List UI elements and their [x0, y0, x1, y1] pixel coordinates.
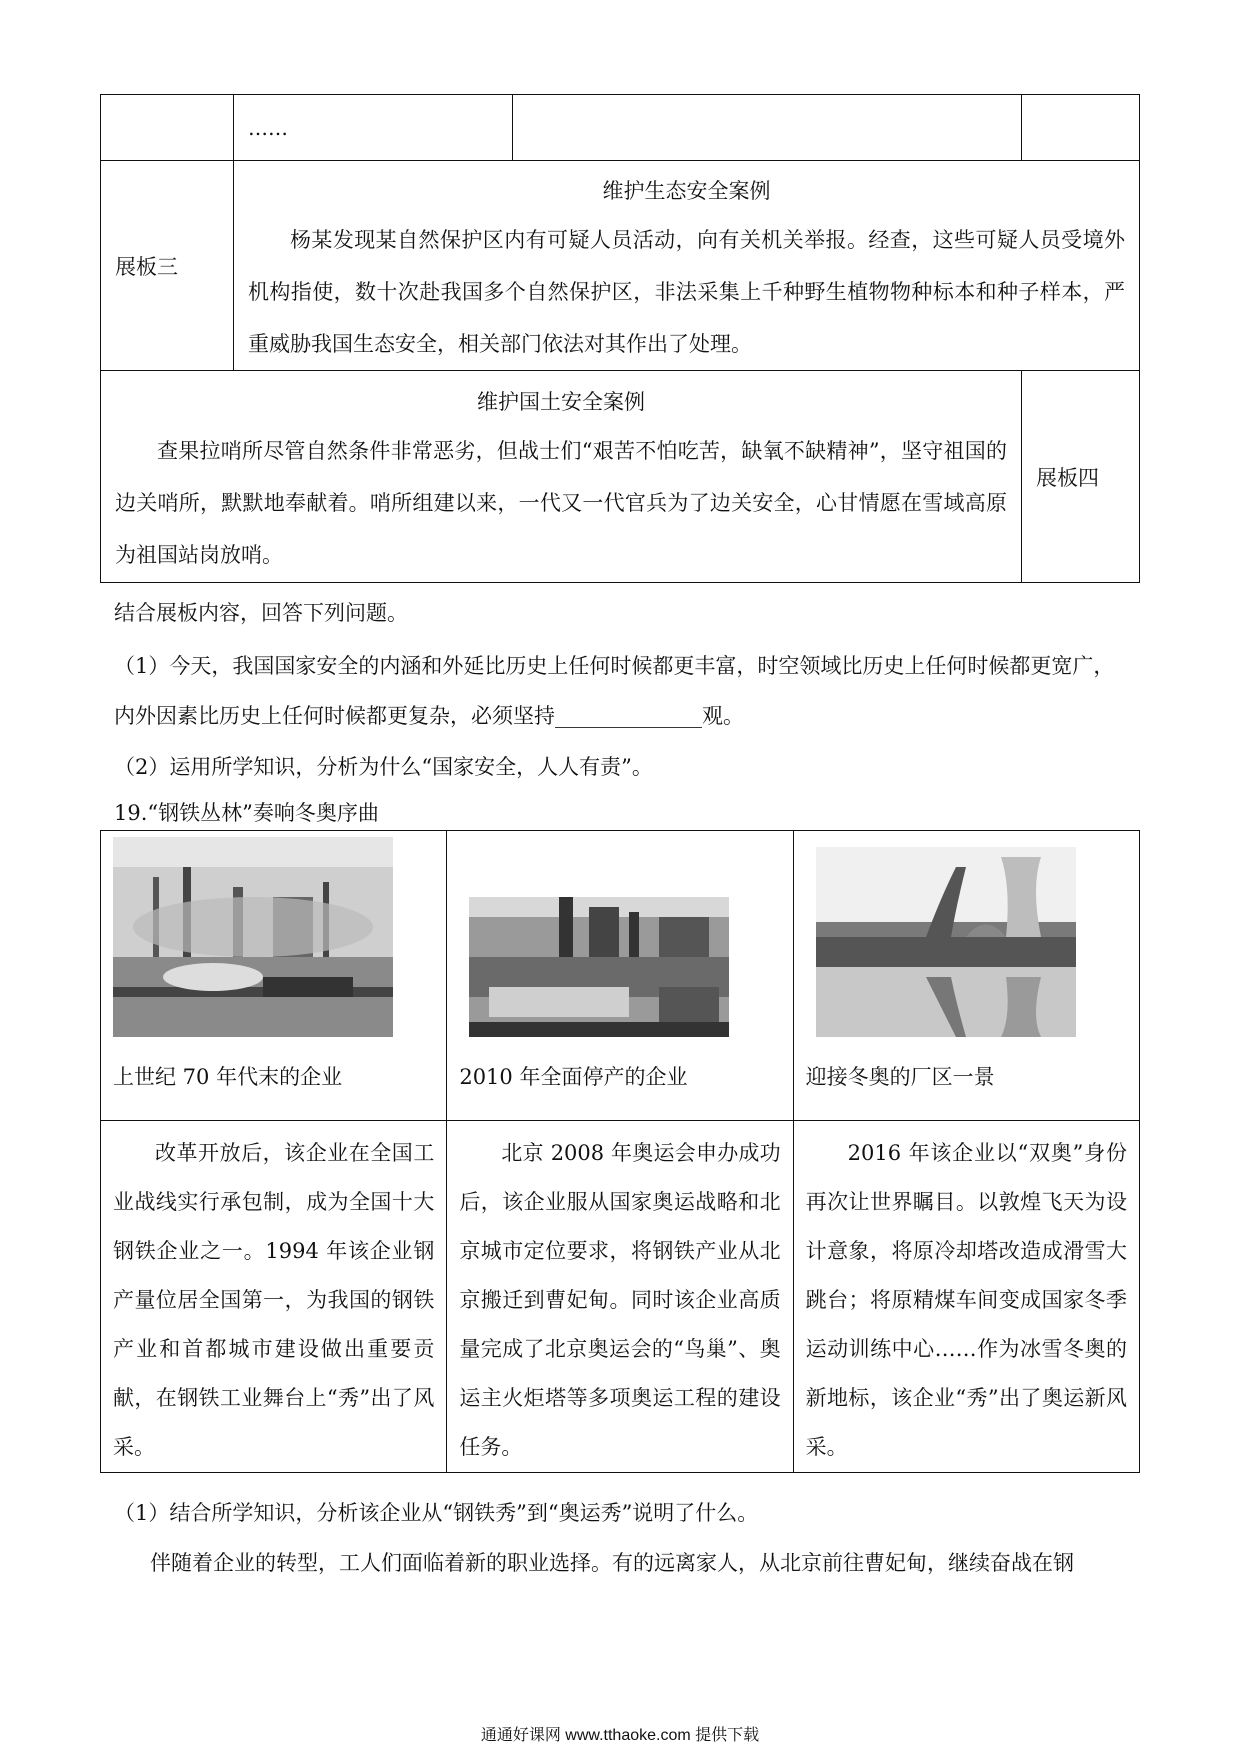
answer-blank: ______________: [555, 704, 702, 728]
panel-4-title: 维护国土安全案例: [477, 389, 645, 414]
column-text-1: 改革开放后，该企业在全国工业战线实行承包制，成为全国十大钢铁企业之一。1994 年该企业钢产量位居全国第一，为我国的钢铁产业和首都城市建设做出重要贡献，在钢铁工业舞台上“秀”出了风采。: [113, 1141, 435, 1459]
empty-cell: [513, 95, 1022, 161]
question-1-line-a: （1）今天，我国国家安全的内涵和外延比历史上任何时候都更丰富，时空领域比历史上任何时候都更宽广，: [114, 654, 1115, 678]
photo-caption-3: 迎接冬奥的厂区一景: [805, 1065, 995, 1089]
photo-caption-2: 2010 年全面停产的企业: [459, 1065, 688, 1089]
steel-plant-1970s-photo: [113, 837, 434, 1037]
panel-3-body: 杨某发现某自然保护区内有可疑人员活动，向有关机关举报。经查，这些可疑人员受境外机构指使，数十次赴我国多个自然保护区，非法采集上千种野生植物物种标本和种子样本，严重威胁我国生态安全，相关部门依法对其作出了处理。: [248, 227, 1125, 356]
photo-caption-1: 上世纪 70 年代末的企业: [113, 1065, 343, 1089]
panel-4-content: [101, 371, 1022, 583]
panel-3-label: 展板三: [101, 161, 234, 371]
question-2: （2）运用所学知识，分析为什么“国家安全，人人有责”。: [114, 755, 653, 779]
text-cell-2: [447, 1121, 793, 1473]
photo-cell-1: [101, 831, 447, 1121]
empty-cell: [1022, 95, 1140, 161]
column-text-3: 2016 年该企业以“双奥”身份再次让世界瞩目。以敦煌飞天为设计意象，将原冷却塔改造成滑雪大跳台；将原精煤车间变成国家冬季运动训练中心……作为冰雪冬奥的新地标，该企业“秀”出了奥运新风采。: [805, 1141, 1127, 1459]
photo-cell-2: [447, 831, 793, 1121]
footer-source: 通通好课网 www.tthaoke.com 提供下载: [480, 1727, 760, 1744]
column-text-2: 北京 2008 年奥运会申办成功后，该企业服从国家奥运战略和北京城市定位要求，将钢铁产业从北京搬迁到曹妃甸。同时该企业高质量完成了北京奥运会的“鸟巢”、奥运主火炬塔等多项奥运工程的建设任务。: [459, 1141, 781, 1459]
text-cell-3: [793, 1121, 1139, 1473]
table-row: [101, 95, 1140, 161]
question-1-end: 观。: [702, 704, 744, 728]
panel-4-label: 展板四: [1022, 371, 1140, 583]
question-19-1: （1）结合所学知识，分析该企业从“钢铁秀”到“奥运秀”说明了什么。: [114, 1501, 759, 1525]
question-19-title: 19.“钢铁丛林”奏响冬奥序曲: [114, 801, 379, 825]
panels-table: [100, 94, 1140, 583]
panel-3-content: [234, 161, 1140, 371]
question-1-text: 内外因素比历史上任何时候都更复杂，必须坚持: [114, 704, 555, 728]
winter-olympics-park-photo: [806, 837, 1127, 1037]
questions-intro: 结合展板内容，回答下列问题。: [114, 601, 408, 625]
enterprise-table: [100, 830, 1140, 1473]
continuation-text: 伴随着企业的转型，工人们面临着新的职业选择。有的远离家人，从北京前往曹妃甸，继续奋战在钢: [150, 1551, 1074, 1575]
steel-plant-2010-image: [459, 837, 739, 1037]
winter-olympics-park-image: [806, 837, 1086, 1037]
panel-3-title: 维护生态安全案例: [602, 178, 771, 203]
question-1-line-b: [114, 700, 744, 730]
text-cell-1: [101, 1121, 447, 1473]
empty-cell: [101, 95, 234, 161]
panel-4-body: 查果拉哨所尽管自然条件非常恶劣，但战士们“艰苦不怕吃苦，缺氧不缺精神”，坚守祖国的边关哨所，默默地奉献着。哨所组建以来，一代又一代官兵为了边关安全，心甘情愿在雪域高原为祖国站岗放哨。: [115, 438, 1007, 567]
table-row: [101, 1121, 1140, 1473]
steel-plant-2010-photo: [459, 837, 780, 1037]
steel-plant-1970s-image: [113, 837, 393, 1037]
table-row: [101, 831, 1140, 1121]
photo-cell-3: [793, 831, 1139, 1121]
table-row: [101, 371, 1140, 583]
table-row: [101, 161, 1140, 371]
ellipsis-cell: ……: [234, 95, 513, 161]
